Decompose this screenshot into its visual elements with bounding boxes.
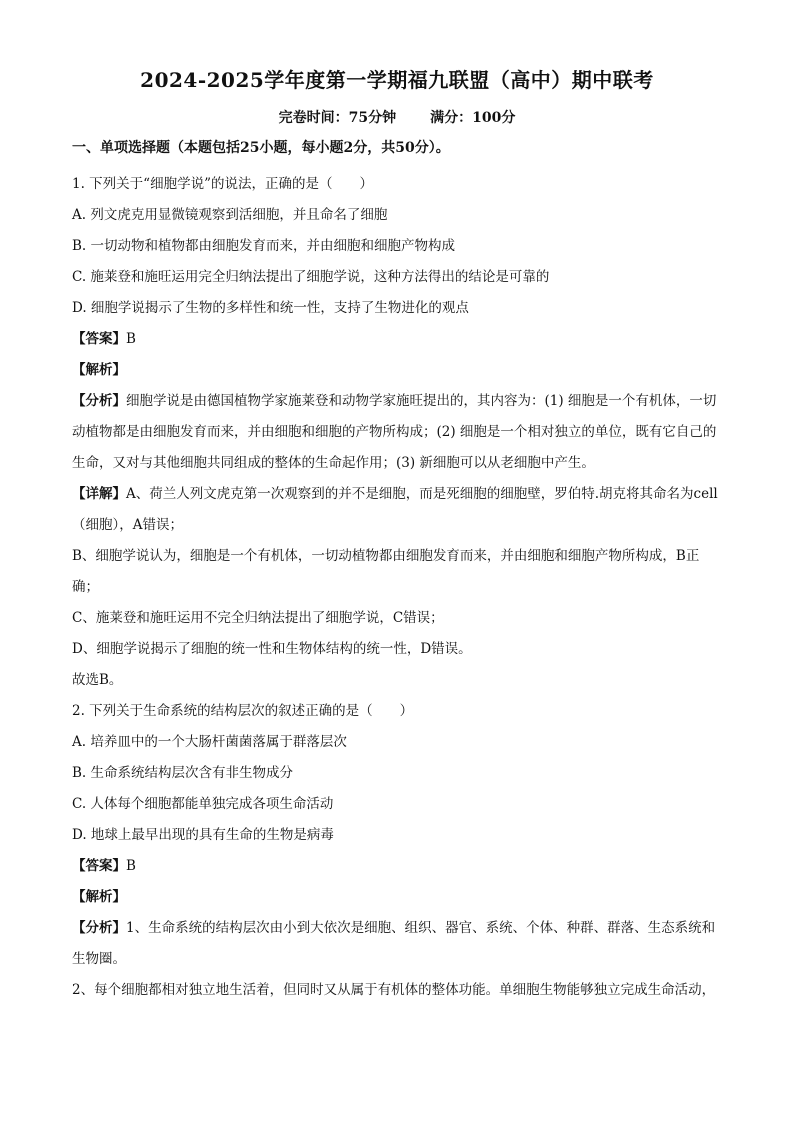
question-1 (72, 169, 722, 696)
option-b: B. 一切动物和植物都由细胞发育而来，并由细胞和细胞产物构成 (72, 238, 456, 254)
analysis-xiangjie (72, 479, 722, 541)
analysis-tag: 【解析】 (72, 362, 126, 378)
detail-c: C、施莱登和施旺运用不完全归纳法提出了细胞学说，C错误； (72, 610, 444, 626)
fenxi-text: 1、生命系统的结构层次由小到大依次是细胞、组织、器官、系统、个体、种群、群落、生态系统和生物圈。 (72, 920, 716, 967)
exam-time: 完卷时间：75分钟 (278, 110, 397, 126)
section-title: 一、单项选择题（本题包括25小题，每小题2分，共50分）。 (72, 140, 450, 156)
question-stem: 1. 下列关于“细胞学说”的说法，正确的是（ ） (72, 176, 373, 192)
exam-score: 满分：100分 (430, 110, 516, 126)
question-2 (72, 696, 722, 1006)
option-a: A. 培养皿中的一个大肠杆菌菌落属于群落层次 (72, 734, 347, 750)
detail-b: B、细胞学说认为，细胞是一个有机体，一切动植物都由细胞发育而来，并由细胞和细胞产物所构成，B正确； (72, 548, 700, 595)
analysis-fenxi (72, 913, 722, 975)
detail-d: D、细胞学说揭示了细胞的统一性和生物体结构的统一性，D错误。 (72, 641, 472, 657)
fenxi-tag: 【分析】 (72, 920, 126, 936)
option-d: D. 地球上最早出现的具有生命的生物是病毒 (72, 827, 334, 843)
option-a: A. 列文虎克用显微镜观察到活细胞，并且命名了细胞 (72, 207, 388, 223)
option-d: D. 细胞学说揭示了生物的多样性和统一性，支持了生物进化的观点 (72, 300, 469, 316)
final-choice: 故选B。 (72, 672, 123, 688)
answer-line (72, 324, 722, 355)
answer-value: B (126, 331, 136, 347)
xiangjie-text: A、荷兰人列文虎克第一次观察到的并不是细胞，而是死细胞的细胞壁，罗伯特.胡克将其命名为cell（细胞），A错误； (72, 486, 718, 533)
question-stem: 2. 下列关于生命系统的结构层次的叙述正确的是（ ） (72, 703, 414, 719)
option-b: B. 生命系统结构层次含有非生物成分 (72, 765, 294, 781)
option-c: C. 施莱登和施旺运用完全归纳法提出了细胞学说，这种方法得出的结论是可靠的 (72, 269, 550, 285)
option-c: C. 人体每个细胞都能单独完成各项生命活动 (72, 796, 334, 812)
analysis-tag: 【解析】 (72, 889, 126, 905)
answer-line (72, 851, 722, 882)
exam-info (72, 107, 722, 127)
answer-value: B (126, 858, 136, 874)
answer-tag: 【答案】 (72, 331, 126, 347)
analysis-fenxi (72, 386, 722, 479)
fenxi-tag: 【分析】 (72, 393, 126, 409)
analysis-fenxi-2: 2、每个细胞都相对独立地生活着，但同时又从属于有机体的整体功能。单细胞生物能够独立完成生命活动， (72, 982, 716, 998)
page-title: 2024-2025学年度第一学期福九联盟（高中）期中联考 (140, 68, 654, 92)
xiangjie-tag: 【详解】 (72, 486, 126, 502)
fenxi-text: 细胞学说是由德国植物学家施莱登和动物学家施旺提出的，其内容为：(1) 细胞是一个有机体，一切动植物都是由细胞发育而来，并由细胞和细胞的产物所构成；(2) 细胞是一个相对独立的单位，既有它自己的生命，又对与其他细胞共同组成的整体的生命起作用；(3) 新细胞可以从老细胞中产生。 (72, 393, 717, 471)
answer-tag: 【答案】 (72, 858, 126, 874)
